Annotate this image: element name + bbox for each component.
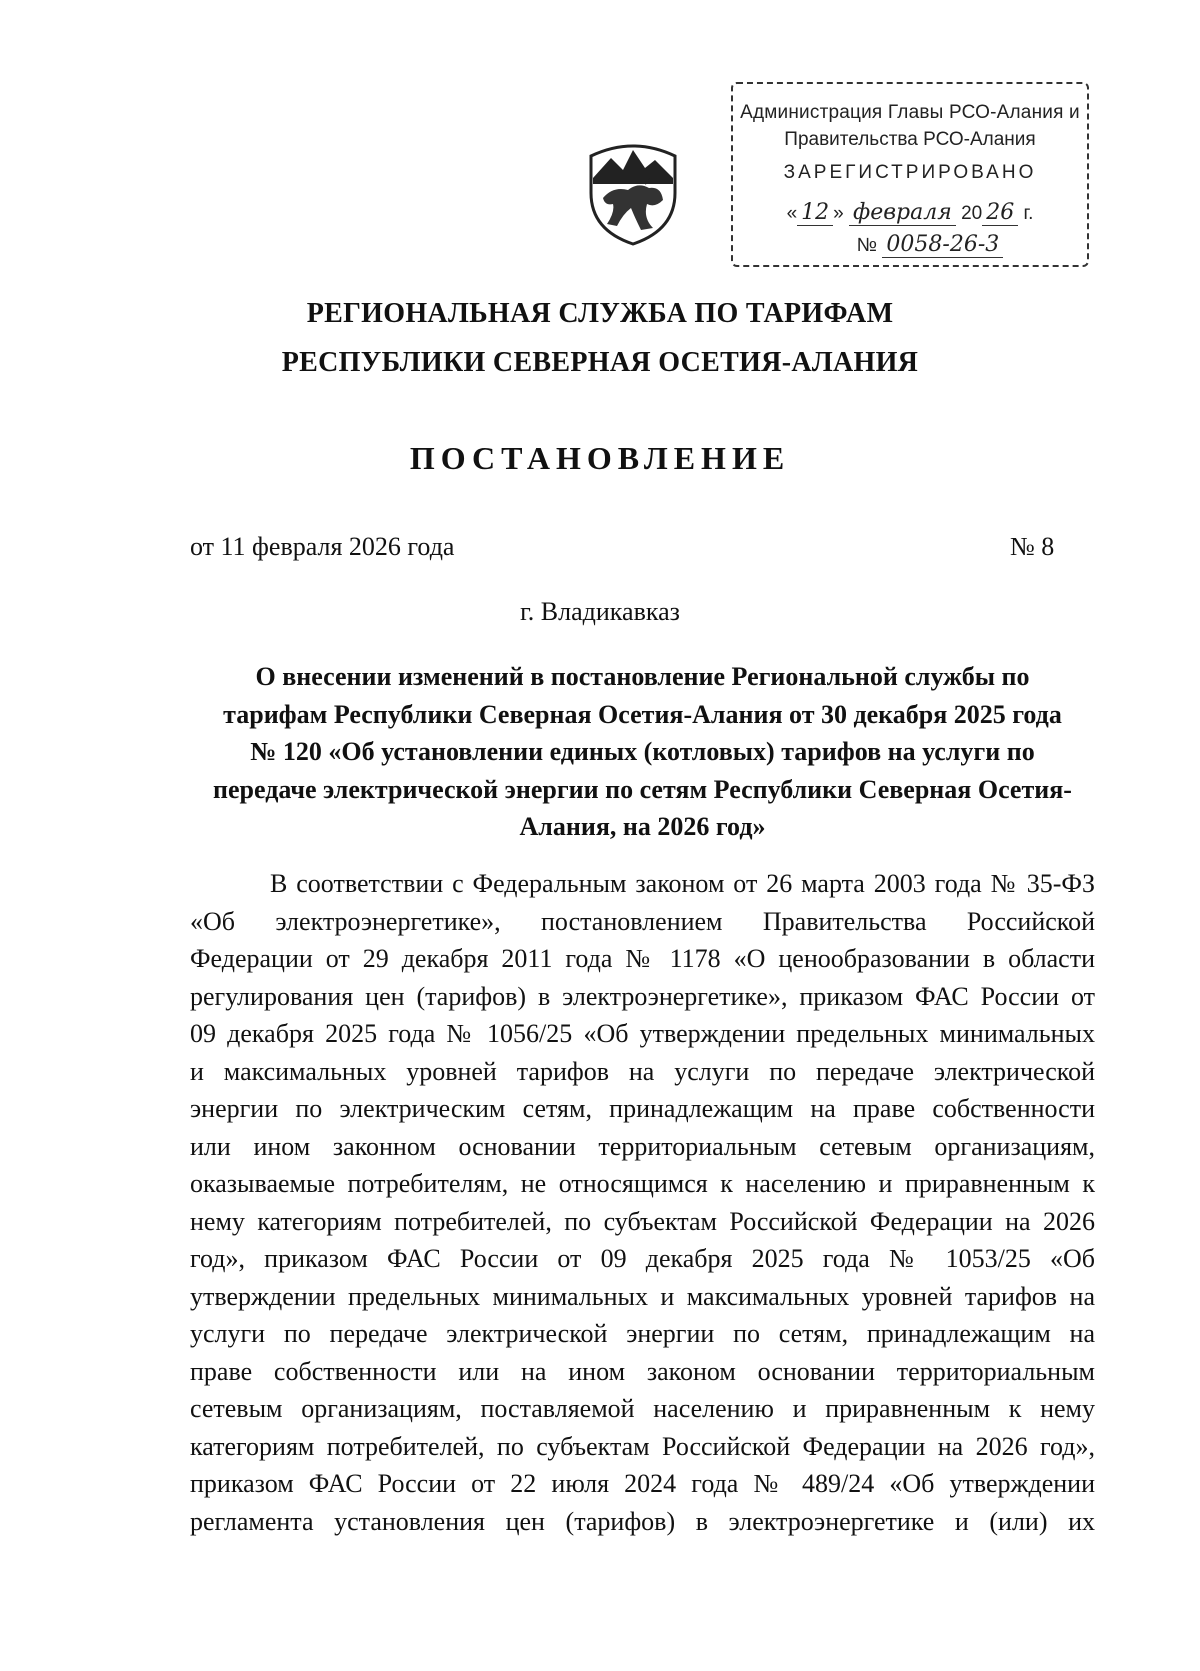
body-line: сетевым организациям, поставляемой населению и приравненным к нему (190, 1394, 1095, 1423)
stamp-date-day: 12 (797, 200, 833, 226)
body-line: регламента установления цен (тарифов) в электроэнергетике и (или) их (190, 1506, 1095, 1536)
body-line: праве собственности или на ином законом основании территориальным (190, 1356, 1095, 1386)
body-line: оказываемые потребителям, не относящимся к населению и приравненным к (190, 1169, 1095, 1198)
body-line: приказом ФАС России от 22 июля 2024 года № 489/24 «Об утверждении (190, 1469, 1095, 1498)
subject-line: Алания, на 2026 год» (519, 812, 766, 841)
stamp-line-government: Правительства РСО-Алания (784, 129, 1036, 150)
body-line: энергии по электрическим сетям, принадлежащим на праве собственности (190, 1094, 1095, 1123)
document-type-title: ПОСТАНОВЛЕНИЕ (409, 440, 791, 476)
stamp-date-year-suffix: 26 (982, 200, 1018, 226)
stamp-date-month: февраля (849, 200, 956, 226)
body-line: регулирования цен (тарифов) в электроэнергетике», приказом ФАС России от (190, 981, 1095, 1011)
body-line: категориям потребителей, по субъектам Российской Федерации на 2026 год», (190, 1431, 1095, 1461)
stamp-number-label: № (856, 235, 878, 256)
body-line: утверждении предельных минимальных и максимальных уровней тарифов на (190, 1281, 1095, 1311)
stamp-number-value: 0058-26-3 (882, 232, 1003, 258)
registration-stamp (731, 82, 1089, 267)
organization-name-line-2: РЕСПУБЛИКИ СЕВЕРНАЯ ОСЕТИЯ-АЛАНИЯ (281, 347, 919, 378)
organization-name-line-1: РЕГИОНАЛЬНАЯ СЛУЖБА ПО ТАРИФАМ (306, 298, 894, 329)
body-line: услуги по передаче электрической энергии по сетям, принадлежащим на (190, 1319, 1095, 1348)
body-line: год», приказом ФАС России от 09 декабря 2025 года № 1053/25 «Об (190, 1244, 1095, 1273)
stamp-date (733, 200, 1087, 225)
document-date: от 11 февраля 2026 года (190, 532, 455, 561)
document-number: № 8 (1010, 532, 1055, 561)
subject-line: тарифам Республики Северная Осетия-Алания от 30 декабря 2025 года (223, 699, 1062, 729)
stamp-date-close-quote: » (833, 203, 844, 224)
subject-line: передаче электрической энергии по сетям Республики Северная Осетия- (213, 774, 1072, 804)
stamp-registered: ЗАРЕГИСТРИРОВАНО (783, 162, 1037, 183)
body-line: или ином законном основании территориальным сетевым организациям, (190, 1131, 1095, 1161)
document-subject (190, 658, 1095, 846)
body-line: и максимальных уровней тарифов на услуги по передаче электрической (190, 1056, 1095, 1086)
document-body (190, 865, 1095, 1540)
body-line: нему категориям потребителей, по субъектам Российской Федерации на 2026 (190, 1206, 1095, 1236)
stamp-date-year-unit: г. (1023, 203, 1034, 224)
body-line: Федерации от 29 декабря 2011 года № 1178 «О ценообразовании в области (190, 944, 1095, 973)
stamp-number (733, 232, 1087, 257)
stamp-line-administration: Администрация Главы РСО-Алания и (740, 102, 1080, 123)
subject-line: О внесении изменений в постановление Региональной службы по (255, 662, 1030, 691)
body-line: 09 декабря 2025 года № 1056/25 «Об утверждении предельных минимальных (190, 1019, 1095, 1048)
document-city: г. Владикавказ (520, 597, 680, 626)
coat-of-arms-emblem (583, 138, 683, 248)
stamp-date-year-prefix: 20 (961, 203, 983, 224)
body-line: «Об электроэнергетике», постановлением Правительства Российской (190, 906, 1095, 936)
subject-line: № 120 «Об установлении единых (котловых) тарифов на услуги по (250, 737, 1035, 766)
body-line: В соответствии с Федеральным законом от 26 марта 2003 года № 35-ФЗ (270, 869, 1095, 898)
stamp-date-open-quote: « (786, 203, 798, 224)
